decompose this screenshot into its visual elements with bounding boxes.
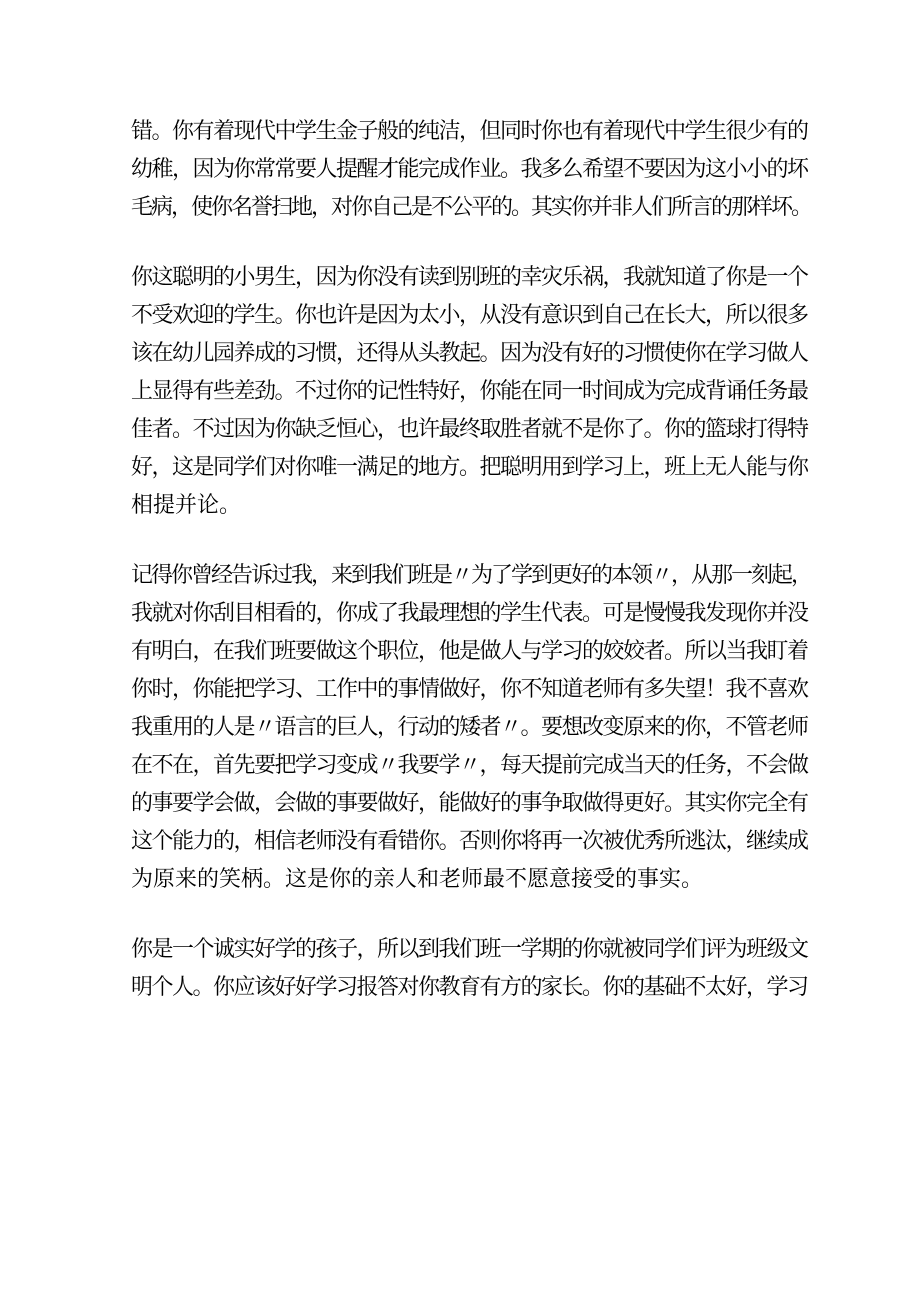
text-line: 记得你曾经告诉过我，来到我们班是〃为了学到更好的本领〃，从那一刻起， bbox=[131, 563, 812, 588]
text-line: 该在幼儿园养成的习惯，还得从头教起。因为没有好的习惯使你在学习做人 bbox=[131, 341, 808, 366]
text-line: 这个能力的，相信老师没有看错你。否则你将再一次被优秀所逃汰，继续成 bbox=[131, 829, 808, 854]
text-line: 我就对你刮目相看的，你成了我最理想的学生代表。可是慢慢我发现你并没 bbox=[131, 601, 808, 626]
text-line: 错。你有着现代中学生金子般的纯洁，但同时你也有着现代中学生很少有的 bbox=[131, 119, 808, 144]
text-line: 好，这是同学们对你唯一满足的地方。把聪明用到学习上，班上无人能与你 bbox=[131, 455, 808, 480]
text-line: 你时，你能把学习、工作中的事情做好，你不知道老师有多失望！我不喜欢 bbox=[131, 677, 808, 702]
text-line: 明个人。你应该好好学习报答对你教育有方的家长。你的基础不太好，学习 bbox=[131, 975, 808, 1000]
text-line: 上显得有些差劲。不过你的记性特好，你能在同一时间成为完成背诵任务最 bbox=[131, 379, 808, 404]
text-line: 你是一个诚实好学的孩子，所以到我们班一学期的你就被同学们评为班级文 bbox=[131, 937, 808, 962]
text-line: 毛病，使你名誉扫地，对你自己是不公平的。其实你并非人们所言的那样坏。 bbox=[131, 195, 812, 220]
text-line: 的事要学会做，会做的事要做好，能做好的事争取做得更好。其实你完全有 bbox=[131, 791, 808, 816]
text-line: 有明白，在我们班要做这个职位，他是做人与学习的姣姣者。所以当我盯着 bbox=[131, 639, 808, 664]
paragraph-2 bbox=[131, 259, 811, 525]
text-line: 佳者。不过因为你缺乏恒心，也许最终取胜者就不是你了。你的篮球打得特 bbox=[131, 417, 808, 442]
paragraph-4 bbox=[131, 931, 811, 1007]
text-line: 在不在，首先要把学习变成〃我要学〃，每天提前完成当天的任务，不会做 bbox=[131, 753, 808, 778]
text-line: 不受欢迎的学生。你也许是因为太小，从没有意识到自己在长大，所以很多 bbox=[131, 303, 808, 328]
document-body bbox=[131, 113, 811, 1039]
paragraph-3 bbox=[131, 557, 811, 899]
text-line: 相提并论。 bbox=[131, 493, 242, 518]
paragraph-1 bbox=[131, 113, 811, 227]
text-line: 你这聪明的小男生，因为你没有读到别班的幸灾乐祸，我就知道了你是一个 bbox=[131, 265, 808, 290]
text-line: 幼稚，因为你常常要人提醒才能完成作业。我多么希望不要因为这小小的坏 bbox=[131, 157, 808, 182]
text-line: 为原来的笑柄。这是你的亲人和老师最不愿意接受的事实。 bbox=[131, 867, 704, 892]
text-line: 我重用的人是〃语言的巨人，行动的矮者〃。要想改变原来的你，不管老师 bbox=[131, 715, 808, 740]
